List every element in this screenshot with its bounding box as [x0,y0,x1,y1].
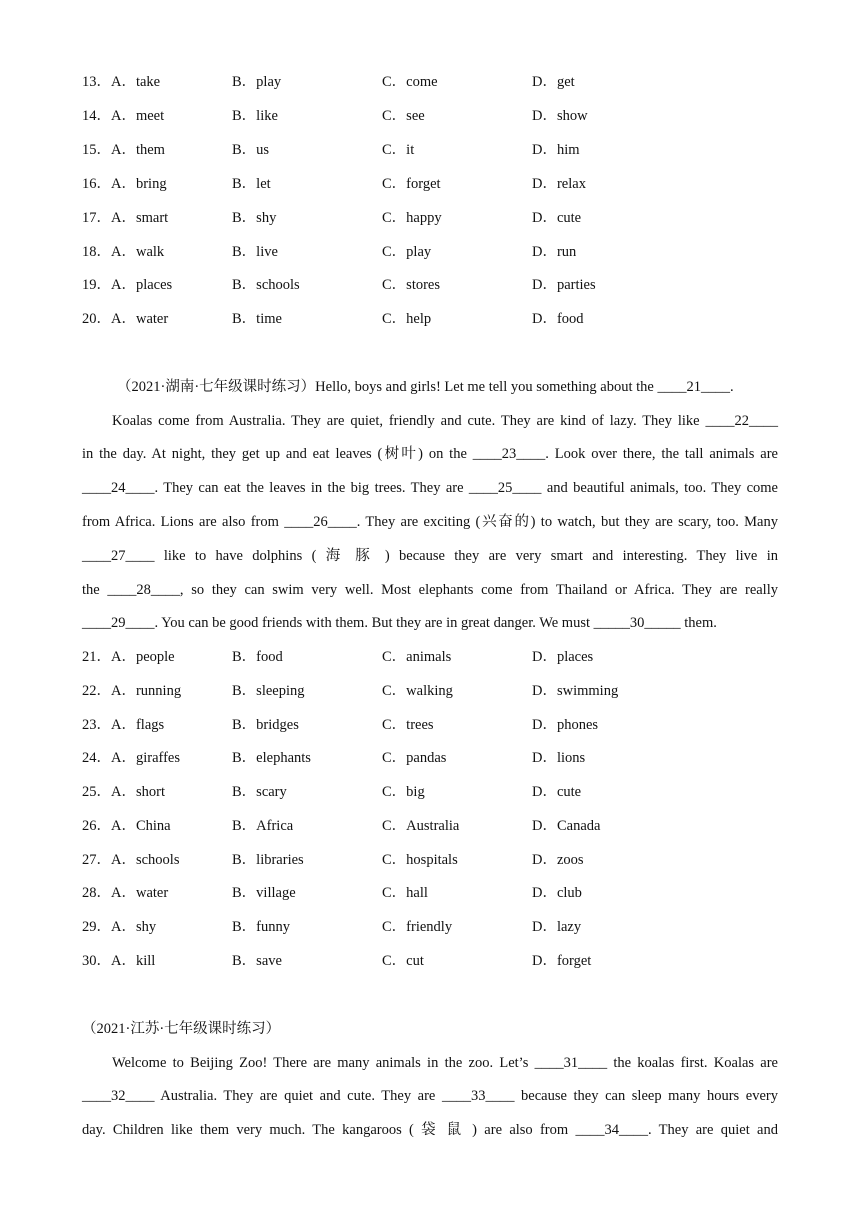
option-b: B．live [232,244,278,260]
option-c: C．stores [382,277,440,293]
option-d: D．phones [532,717,599,733]
option-d: D．run [532,244,577,260]
option-a: 16．A．bring [82,176,167,192]
option-a: 21．A．people [82,649,175,665]
option-a: 27．A．schools [82,852,180,868]
option-a: 28．A．water [82,885,169,901]
option-c: C．hospitals [382,852,458,868]
option-c: C．cut [382,953,424,969]
option-a: 26．A．China [82,818,171,834]
option-c: C．forget [382,176,441,192]
passage-line: ____29____. You can be good friends with them. But they are in great danger. We must _____30_____ them. [82,615,717,631]
option-c: C．come [382,74,438,90]
option-d: D．club [532,885,582,901]
option-d: D．food [532,311,584,327]
option-a: 19．A．places [82,277,173,293]
option-d: D．cute [532,210,582,226]
option-c: C．walking [382,683,453,699]
option-a: 18．A．walk [82,244,165,260]
option-b: B．scary [232,784,287,800]
option-a: 30．A．kill [82,953,156,969]
option-b: B．sleeping [232,683,305,699]
option-b: B．shy [232,210,277,226]
option-c: C．it [382,142,415,158]
option-a: 24．A．giraffes [82,750,180,766]
option-a: 14．A．meet [82,108,165,124]
option-b: B．libraries [232,852,304,868]
option-c: C．trees [382,717,434,733]
option-d: D．parties [532,277,596,293]
option-d: D．relax [532,176,586,192]
option-a: 23．A．flags [82,717,165,733]
option-d: D．show [532,108,588,124]
passage-line: ____32____ Australia. They are quiet and cute. They are ____33____ because they can sleep many hours every [82,1088,778,1104]
option-d: D．lions [532,750,586,766]
option-b: B．bridges [232,717,299,733]
option-c: C．animals [382,649,452,665]
option-a: 13．A．take [82,74,161,90]
passage-line: in the day. At night, they get up and eat leaves (树叶) on the ____23____. Look over there, the tall animals are [82,446,778,462]
option-a: 17．A．smart [82,210,169,226]
option-c: C．hall [382,885,428,901]
option-b: B．save [232,953,282,969]
option-b: B．village [232,885,296,901]
option-c: C．pandas [382,750,447,766]
option-c: C．play [382,244,432,260]
passage-line: ____27____ like to have dolphins ( 海 豚 ) because they are very smart and interesting. They live in [82,548,778,564]
option-c: C．Australia [382,818,460,834]
option-a: 22．A．running [82,683,182,699]
option-b: B．time [232,311,282,327]
option-a: 29．A．shy [82,919,157,935]
source-label: （2021·江苏·七年级课时练习） [82,1021,281,1037]
passage-line: Koalas come from Australia. They are quiet, friendly and cute. They are kind of lazy. They like ____22____ [112,413,778,429]
option-a: 15．A．them [82,142,165,158]
passage-line: day. Children like them very much. The kangaroos ( 袋 鼠 ) are also from ____34____. They are quiet and [82,1122,778,1138]
option-c: C．help [382,311,432,327]
option-c: C．big [382,784,425,800]
option-d: D．him [532,142,580,158]
option-d: D．lazy [532,919,582,935]
option-c: C．see [382,108,425,124]
option-d: D．forget [532,953,592,969]
option-a: 25．A．short [82,784,165,800]
option-b: B．elephants [232,750,311,766]
option-d: D．swimming [532,683,619,699]
option-b: B．let [232,176,271,192]
option-b: B．funny [232,919,290,935]
option-c: C．friendly [382,919,453,935]
option-d: D．places [532,649,594,665]
option-b: B．schools [232,277,300,293]
option-b: B．food [232,649,283,665]
passage-line: the ____28____, so they can swim very well. Most elephants come from Thailand or Africa. They are really [82,582,778,598]
option-d: D．get [532,74,575,90]
option-d: D．Canada [532,818,601,834]
option-d: D．cute [532,784,582,800]
option-a: 20．A．water [82,311,169,327]
option-b: B．Africa [232,818,294,834]
option-b: B．us [232,142,270,158]
passage-line: Welcome to Beijing Zoo! There are many animals in the zoo. Let’s ____31____ the koalas first. Koalas are [112,1055,778,1071]
passage-line: from Africa. Lions are also from ____26____. They are exciting (兴奋的) to watch, but they are scary, too. Many [82,514,778,530]
passage-line: ____24____. They can eat the leaves in the big trees. They are ____25____ and beautiful animals, too. They come [82,480,778,496]
option-c: C．happy [382,210,442,226]
passage-line: （2021·湖南·七年级课时练习）Hello, boys and girls! Let me tell you something about the ____21____. [117,379,734,395]
option-b: B．play [232,74,282,90]
option-b: B．like [232,108,278,124]
option-d: D．zoos [532,852,584,868]
